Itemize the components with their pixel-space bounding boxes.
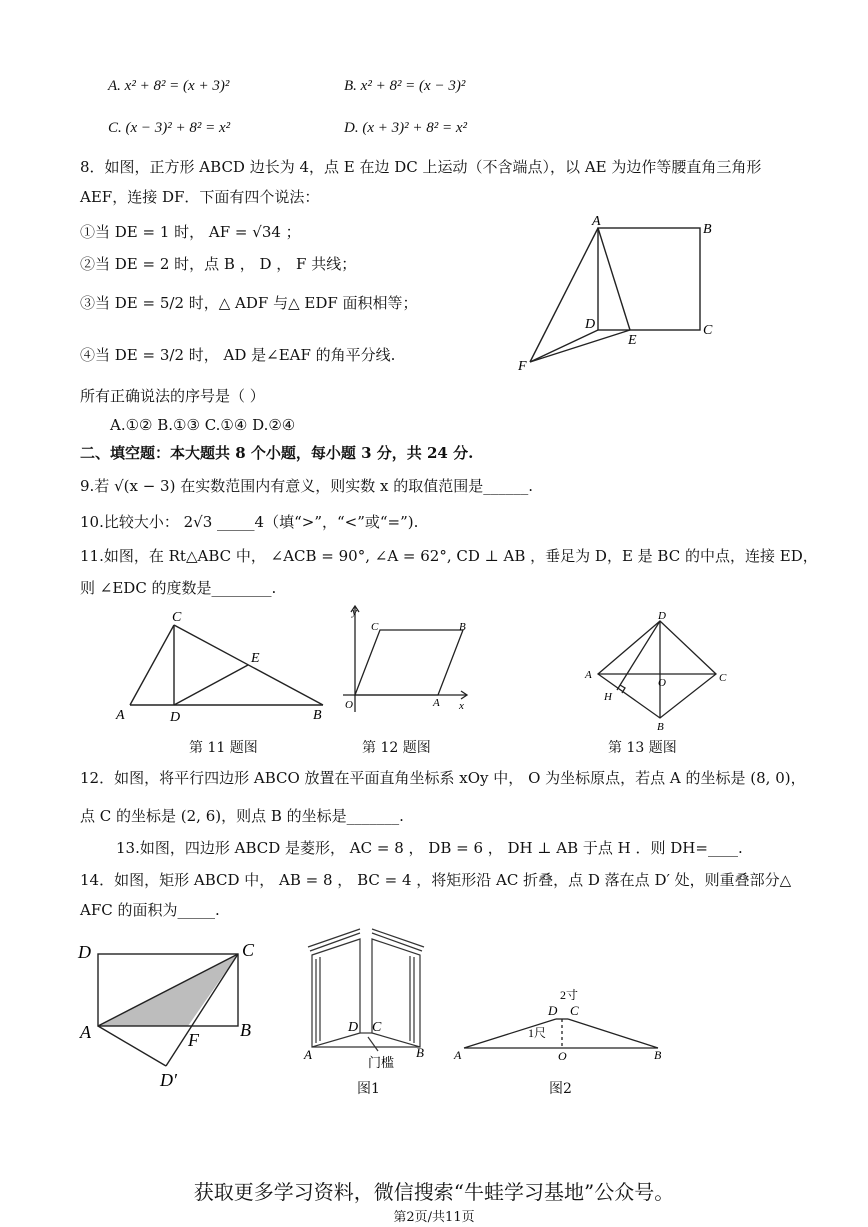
q11-line1: 11.如图，在 Rt△ABC 中， ∠ACB = 90°, ∠A = 62°, CD ⊥ AB ，垂足为 D，E 是 BC 的中点，连接 ED， [80, 547, 818, 565]
f12-x: x [459, 700, 464, 712]
fig11-caption: 第 11 题图 [189, 740, 258, 756]
f13-o: O [658, 677, 666, 689]
q14-line2: AFC 的面积为_____. [80, 901, 220, 919]
q8-statement-2: ②当 DE = 2 时，点 B ， D ， F 共线； [80, 255, 357, 273]
f12-c: C [371, 621, 379, 633]
footer-promo: 获取更多学习资料，微信搜索“牛蛙学习基地”公众号。 [193, 1180, 675, 1204]
q8-figure [510, 210, 740, 380]
fig2-caption: 图2 [549, 1081, 572, 1097]
q8-question: 所有正确说法的序号是（ ） [80, 387, 265, 405]
f11-a: A [116, 708, 125, 723]
label-d: D [585, 317, 596, 332]
fig2-o: O [558, 1049, 567, 1063]
fig2 [450, 985, 680, 1065]
q11-line2: 则 ∠EDC 的度数是________. [80, 579, 277, 597]
fig14 [70, 930, 275, 1090]
q8-choices: A.①② B.①③ C.①④ D.②④ [110, 416, 296, 434]
q12-line1: 12．如图，将平行四边形 ABCO 放置在平面直角坐标系 xOy 中， O 为坐标原点，若点 A 的坐标是 (8, 0)， [80, 769, 806, 787]
q13-text: 13.如图，四边形 ABCD 是菱形， AC = 8 ， DB = 6 ， DH ⊥ AB 于点 H ．则 DH=____. [116, 839, 743, 857]
door-figure [298, 925, 438, 1075]
f12-o: O [345, 699, 353, 711]
fig11 [110, 605, 340, 725]
q8-stem-line2: AEF，连接 DF．下面有四个说法： [80, 188, 320, 206]
fig13-caption: 第 13 题图 [608, 740, 677, 756]
f12-a: A [433, 697, 440, 709]
fig13 [580, 608, 740, 733]
f14-a: A [80, 1022, 91, 1042]
f14-f: F [188, 1030, 199, 1050]
f13-c: C [719, 672, 727, 684]
f14-b: B [240, 1020, 251, 1040]
door-c: C [372, 1020, 382, 1035]
label-e: E [628, 333, 637, 348]
q12-line2: 点 C 的坐标是 (2, 6)，则点 B 的坐标是_______. [80, 807, 404, 825]
fig2-chi: 1尺 [528, 1026, 547, 1040]
f13-b: B [657, 721, 664, 733]
f13-h: H [604, 691, 612, 703]
f14-d: D [78, 942, 91, 962]
label-f: F [518, 359, 527, 374]
q8-statement-4: ④当 DE = 3/2 时， AD 是∠EAF 的角平分线. [80, 346, 396, 364]
q7-option-b: B. x² + 8² = (x − 3)² [344, 78, 466, 94]
label-c: C [703, 323, 713, 338]
f14-c: C [242, 940, 255, 960]
q14-line1: 14．如图，矩形 ABCD 中， AB = 8 ， BC = 4 ，将矩形沿 AC 折叠，点 D 落在点 D′ 处，则重叠部分△ [80, 871, 792, 889]
fig2-b: B [654, 1048, 662, 1062]
q8-statement-3: ③当 DE = 5/2 时，△ ADF 与△ EDF 面积相等； [80, 294, 418, 312]
f13-a: A [585, 669, 592, 681]
q8-stem-line1: 8．如图，正方形 ABCD 边长为 4，点 E 在边 DC 上运动（不含端点），以 AE 为边作等腰直角三角形 [80, 158, 762, 176]
label-a: A [592, 214, 601, 229]
fig12-caption: 第 12 题图 [362, 740, 431, 756]
door-b: B [416, 1045, 424, 1060]
fig12 [335, 600, 475, 720]
q8-statement-1: ①当 DE = 1 时， AF = √34 ； [80, 223, 301, 241]
f11-c: C [172, 610, 182, 625]
fig1-caption: 图1 [357, 1081, 380, 1097]
fig2-d: D [548, 1003, 558, 1018]
label-b: B [703, 222, 712, 237]
segment-fe [530, 330, 630, 362]
threshold-label: 门槛 [368, 1055, 395, 1070]
f11-b: B [313, 708, 322, 723]
q10-text: 10.比较大小： 2√3 _____4（填“>”，“<”或“=”). [80, 513, 419, 531]
fig2-cun: 2寸 [560, 988, 579, 1002]
f11-d: D [170, 710, 181, 725]
q9-text: 9.若 √(x − 3) 在实数范围内有意义，则实数 x 的取值范围是______. [80, 477, 533, 495]
door-a: A [304, 1047, 312, 1062]
q7-option-a: A. x² + 8² = (x + 3)² [108, 78, 230, 94]
segment-af [530, 228, 598, 362]
f12-b: B [459, 621, 466, 633]
q7-option-d: D. (x + 3)² + 8² = x² [344, 120, 467, 136]
f11-e: E [251, 651, 260, 666]
page-number: 第2页/共11页 [393, 1210, 475, 1225]
section-2-title: 二、填空题：本大题共 8 个小题，每小题 3 分，共 24 分. [80, 444, 474, 462]
f12-y: y [352, 606, 357, 618]
door-d: D [348, 1020, 359, 1035]
fig2-a: A [454, 1048, 462, 1062]
f13-d: D [658, 610, 666, 622]
f14-dprime: D′ [160, 1070, 177, 1090]
segment-ae [598, 228, 630, 330]
segment-fd [530, 330, 598, 362]
q7-option-c: C. (x − 3)² + 8² = x² [108, 120, 231, 136]
fig2-c: C [570, 1003, 579, 1018]
